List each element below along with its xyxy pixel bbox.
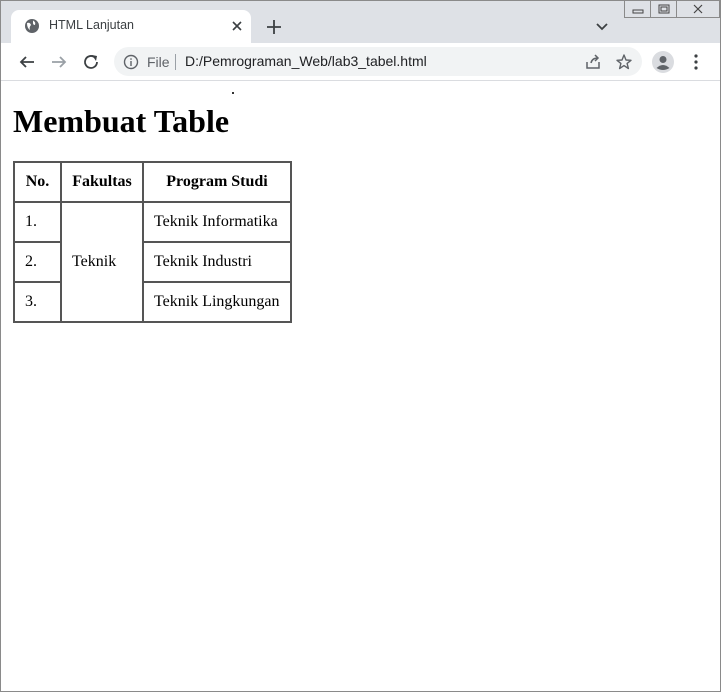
- page-title: Membuat Table: [13, 103, 230, 139]
- scheme-label: File: [147, 54, 170, 70]
- tab-title: HTML Lanjutan: [49, 18, 134, 32]
- cell-prodi: Teknik Industri: [143, 242, 291, 282]
- window-close-icon[interactable]: [677, 1, 720, 18]
- stray-dot: [232, 92, 234, 94]
- kebab-menu-icon[interactable]: [685, 51, 707, 73]
- info-icon[interactable]: [123, 54, 139, 70]
- close-icon[interactable]: [230, 19, 244, 33]
- table-row: [14, 242, 291, 282]
- cell-prodi: Teknik Informatika: [143, 202, 291, 242]
- back-arrow-icon[interactable]: [16, 51, 38, 73]
- star-icon[interactable]: [615, 53, 633, 71]
- header-fakultas: Fakultas: [61, 162, 143, 202]
- page-content: [1, 81, 720, 691]
- table-row: [14, 282, 291, 322]
- plus-icon[interactable]: [264, 17, 284, 37]
- restore-icon[interactable]: [651, 1, 677, 18]
- data-table: [13, 161, 292, 323]
- cell-no: 2.: [14, 242, 61, 282]
- window-controls: [624, 1, 720, 19]
- cell-no: 1.: [14, 202, 61, 242]
- cell-no: 3.: [14, 282, 61, 322]
- reload-icon[interactable]: [80, 51, 102, 73]
- header-no: No.: [14, 162, 61, 202]
- minimize-icon[interactable]: [624, 1, 651, 18]
- url-text[interactable]: D:/Pemrograman_Web/lab3_tabel.html: [185, 53, 427, 69]
- omnibox-divider: [175, 54, 176, 70]
- cell-prodi: Teknik Lingkungan: [143, 282, 291, 322]
- chevron-down-icon[interactable]: [592, 18, 612, 36]
- profile-icon[interactable]: [652, 51, 674, 73]
- address-bar[interactable]: [114, 47, 642, 76]
- table-header-row: [14, 162, 291, 202]
- tab-html-lanjutan[interactable]: [11, 10, 251, 43]
- forward-arrow-icon[interactable]: [48, 51, 70, 73]
- browser-toolbar: [1, 43, 720, 81]
- tab-strip: [1, 1, 720, 43]
- cell-fakultas-merged: Teknik: [61, 202, 143, 322]
- table-row: [14, 202, 291, 242]
- globe-icon: [24, 18, 40, 34]
- header-program-studi: Program Studi: [143, 162, 291, 202]
- share-icon[interactable]: [584, 53, 602, 71]
